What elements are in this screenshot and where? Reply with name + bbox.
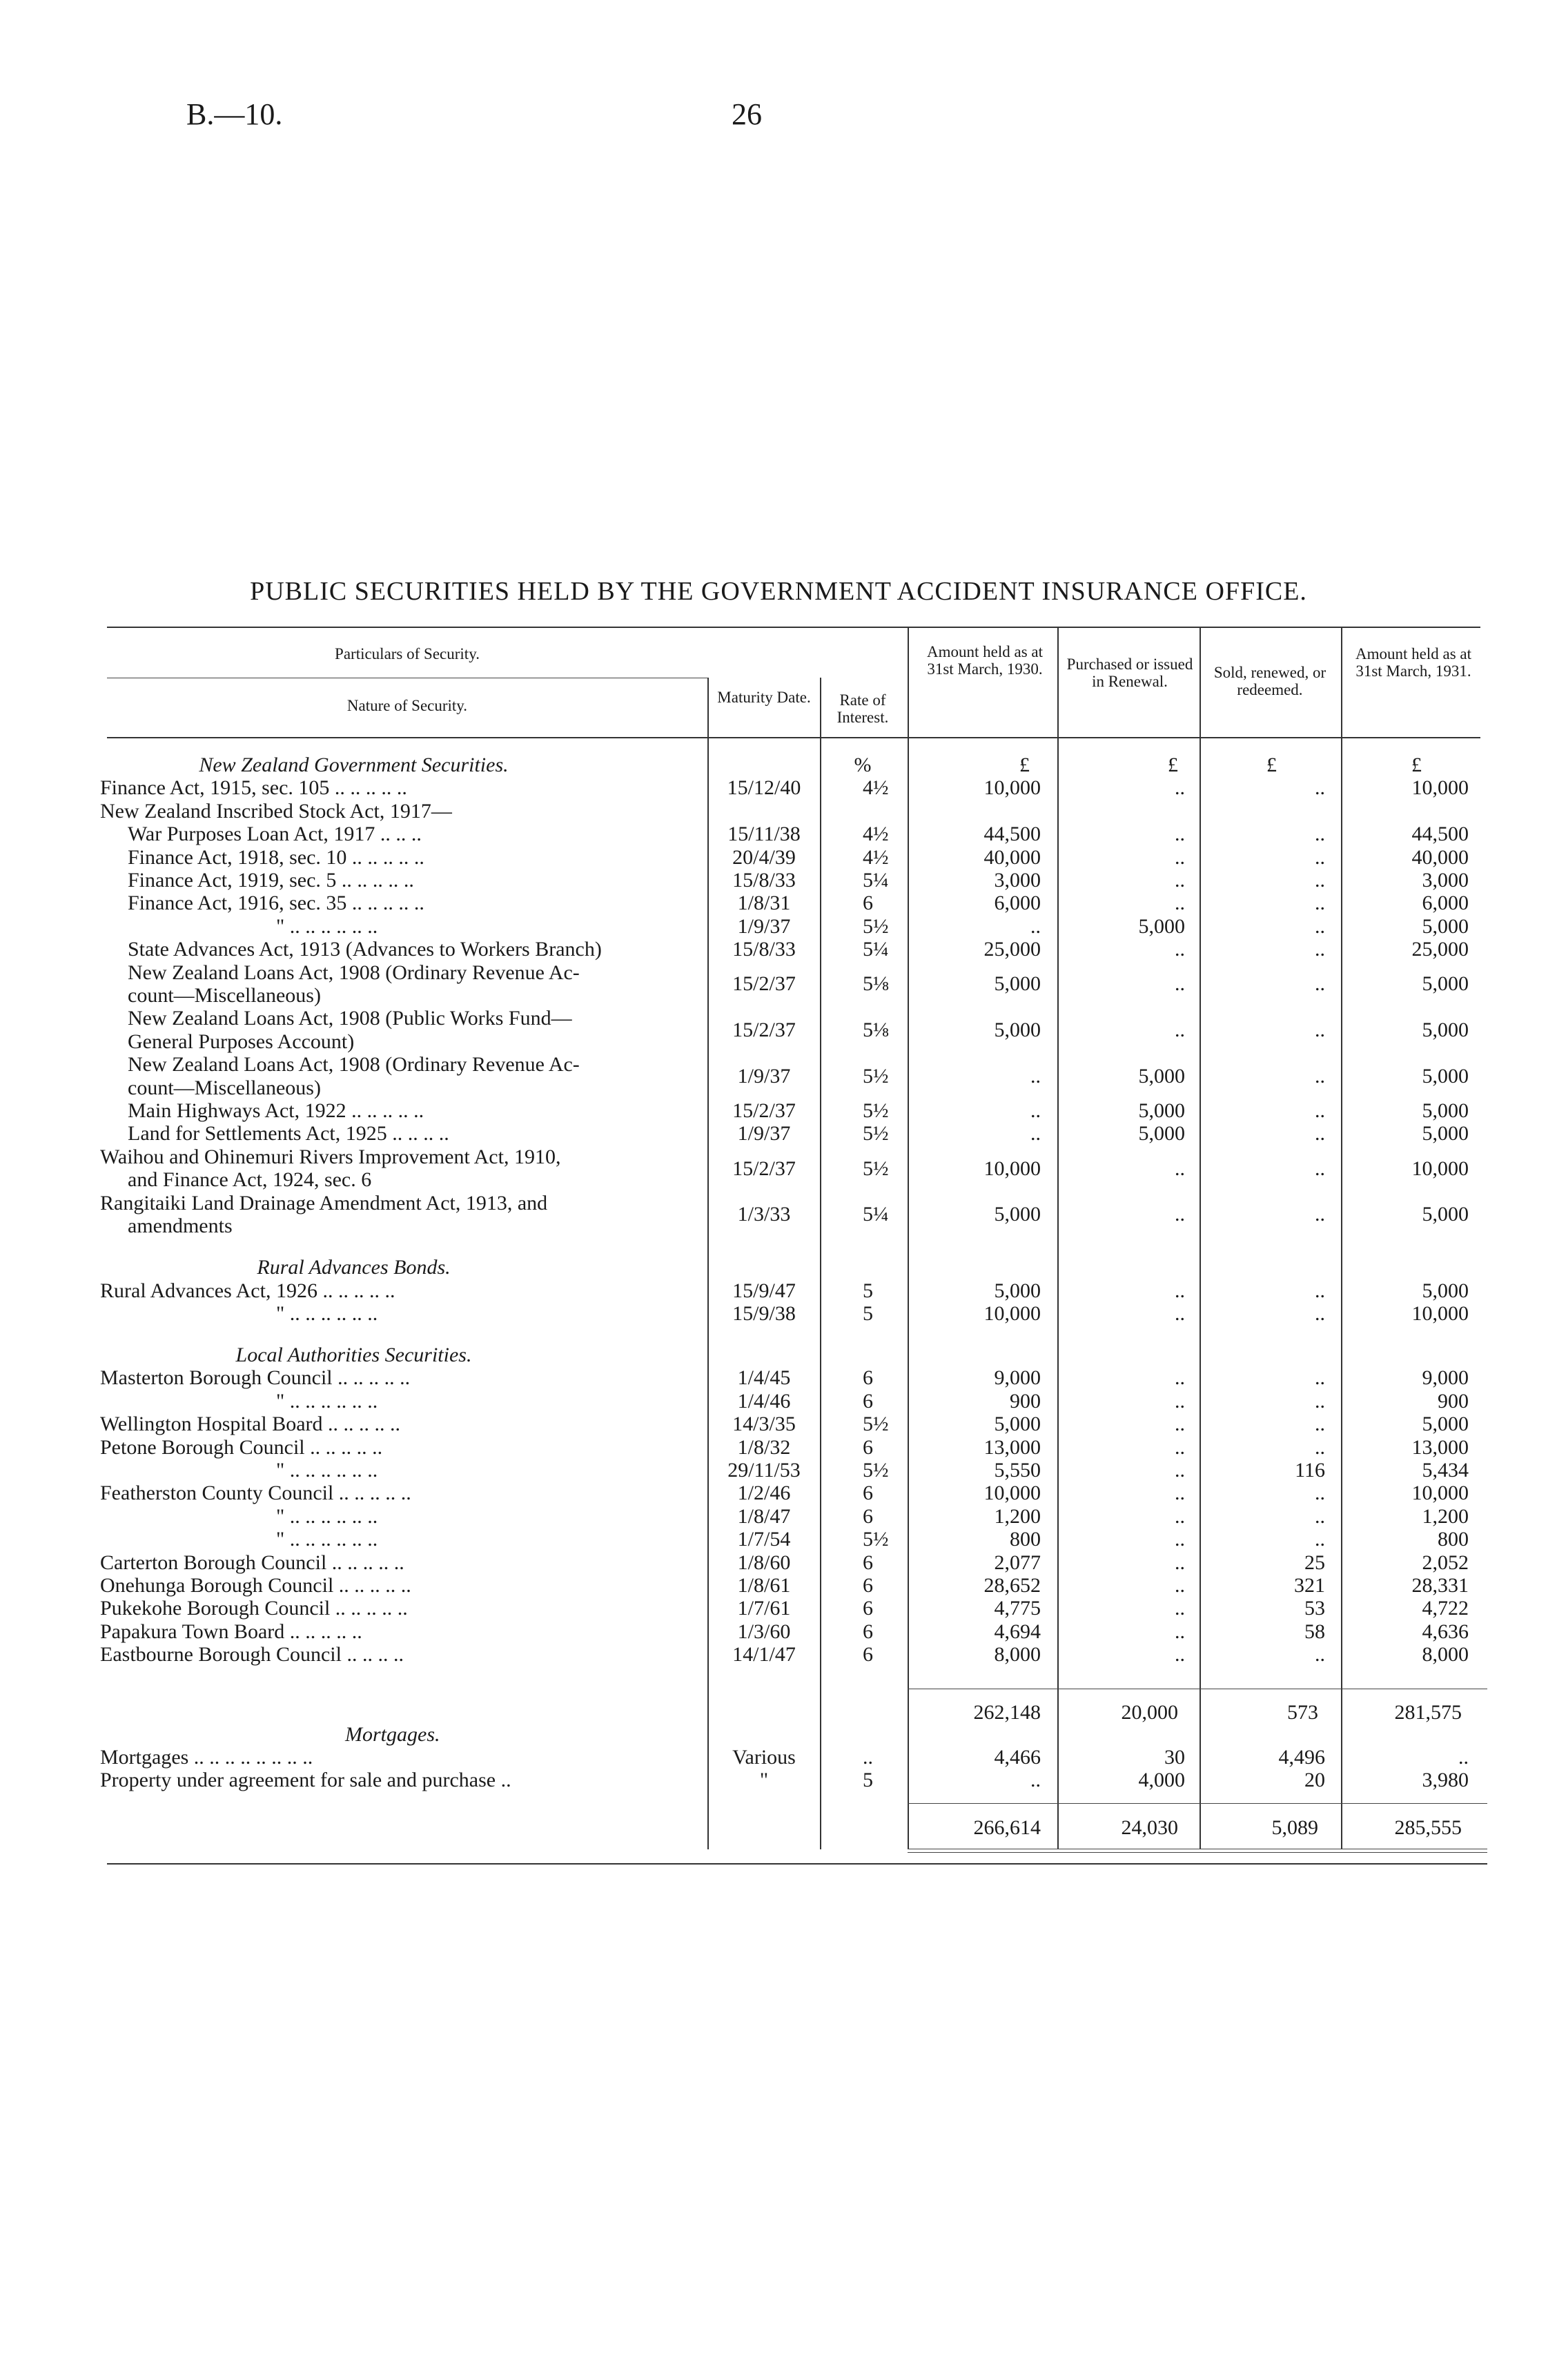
cell-rate: 6 xyxy=(863,1504,873,1528)
cell-sold: .. xyxy=(1315,776,1325,800)
unit-held-1931: £ xyxy=(1411,754,1422,776)
section-heading: Rural Advances Bonds. xyxy=(257,1256,451,1279)
cell-rate: 5½ xyxy=(863,1157,889,1180)
cell-held-1930: 4,466 xyxy=(994,1746,1041,1769)
cell-held-1930: 10,000 xyxy=(983,776,1041,800)
cell-held-1931: 5,434 xyxy=(1422,1459,1469,1482)
cell-held-1930: 10,000 xyxy=(983,1482,1041,1505)
cell-maturity: 1/9/37 xyxy=(737,914,791,938)
cell-purchased: .. xyxy=(1175,1019,1185,1042)
vrule-maturity xyxy=(820,678,821,1849)
cell-purchased: .. xyxy=(1175,1551,1185,1574)
cell-rate: 6 xyxy=(863,1643,873,1666)
cell-rate: 5¼ xyxy=(863,938,889,961)
cell-held-1931: 5,000 xyxy=(1422,1279,1469,1302)
cell-rate: 5½ xyxy=(863,1528,889,1551)
row-label: Papakura Town Board .. .. .. .. .. xyxy=(100,1620,362,1643)
cell-held-1931: 5,000 xyxy=(1422,1064,1469,1088)
cell-held-1930: 8,000 xyxy=(994,1643,1041,1666)
cell-rate: 5 xyxy=(863,1279,873,1302)
cell-held-1931: 5,000 xyxy=(1422,1413,1469,1436)
cell-sold: .. xyxy=(1315,823,1325,846)
row-label: Finance Act, 1916, sec. 35 .. .. .. .. .. xyxy=(128,892,424,915)
cell-maturity: 15/12/40 xyxy=(727,776,801,800)
cell-purchased: .. xyxy=(1175,1203,1185,1226)
cell-rate: 5½ xyxy=(863,1099,889,1122)
cell-sold: .. xyxy=(1315,1064,1325,1088)
cell-held-1930: 5,000 xyxy=(994,1203,1041,1226)
cell-rate: 6 xyxy=(863,1551,873,1574)
row-label: Finance Act, 1919, sec. 5 .. .. .. .. .. xyxy=(128,869,414,892)
cell-sold: .. xyxy=(1315,892,1325,915)
row-label: Waihou and Ohinemuri Rivers Improvement Act, 1910, xyxy=(100,1145,561,1168)
cell-purchased: .. xyxy=(1175,845,1185,869)
cell-sold: 116 xyxy=(1295,1459,1325,1482)
cell-rate: 6 xyxy=(863,1620,873,1643)
cell-sold: 321 xyxy=(1294,1574,1325,1597)
section-heading: Local Authorities Securities. xyxy=(235,1344,472,1367)
cell-rate: 5⅛ xyxy=(863,1019,889,1042)
cell-held-1930: 800 xyxy=(1010,1528,1041,1551)
cell-held-1931: 44,500 xyxy=(1411,823,1469,846)
cell-rate: 5 xyxy=(863,1301,873,1325)
cell-held-1930: 4,775 xyxy=(994,1597,1041,1620)
cell-purchased: .. xyxy=(1175,972,1185,996)
row-label: Pukekohe Borough Council .. .. .. .. .. xyxy=(100,1597,408,1620)
cell-held-1931: 25,000 xyxy=(1411,938,1469,961)
cell-purchased: .. xyxy=(1175,1413,1185,1436)
cell-held-1931: 9,000 xyxy=(1422,1366,1469,1390)
cell-held-1930: .. xyxy=(1030,914,1041,938)
cell-held-1931: 1,200 xyxy=(1422,1504,1469,1528)
cell-sold: .. xyxy=(1315,1099,1325,1122)
cell-purchased: .. xyxy=(1175,1528,1185,1551)
cell-maturity: 15/8/33 xyxy=(732,869,796,892)
cell-held-1930: 44,500 xyxy=(983,823,1041,846)
cell-maturity: 1/3/60 xyxy=(737,1620,791,1643)
cell-purchased: .. xyxy=(1175,892,1185,915)
cell-sold: .. xyxy=(1315,1528,1325,1551)
cell-rate: .. xyxy=(863,1746,873,1769)
cell-purchased: .. xyxy=(1175,869,1185,892)
cell-held-1931: 900 xyxy=(1438,1389,1469,1413)
cell-purchased: .. xyxy=(1175,1435,1185,1459)
cell-maturity: 1/9/37 xyxy=(737,1122,791,1145)
mortgage-row-label: Mortgages .. .. .. .. .. .. .. .. xyxy=(100,1746,313,1769)
cell-held-1930: .. xyxy=(1030,1064,1041,1088)
cell-held-1931: 40,000 xyxy=(1411,845,1469,869)
cell-held-1930: 3,000 xyxy=(994,869,1041,892)
cell-held-1931: 13,000 xyxy=(1411,1435,1469,1459)
total-held-1930: 266,614 xyxy=(973,1816,1041,1839)
page-title: PUBLIC SECURITIES HELD BY THE GOVERNMENT ACCIDENT INSURANCE OFFICE. xyxy=(250,577,1307,606)
cell-purchased: 5,000 xyxy=(1138,1099,1185,1122)
cell-sold: .. xyxy=(1315,1157,1325,1180)
cell-held-1930: 28,652 xyxy=(983,1574,1041,1597)
cell-held-1931: 10,000 xyxy=(1411,1482,1469,1505)
cell-rate: 5½ xyxy=(863,1413,889,1436)
cell-purchased: 5,000 xyxy=(1138,914,1185,938)
cell-maturity: 1/7/54 xyxy=(737,1528,791,1551)
cell-maturity: " xyxy=(759,1769,769,1792)
cell-held-1930: 40,000 xyxy=(983,845,1041,869)
cell-held-1930: .. xyxy=(1030,1122,1041,1145)
vrule-sold xyxy=(1341,627,1342,1849)
row-label: Eastbourne Borough Council .. .. .. .. xyxy=(100,1643,404,1666)
cell-held-1931: 3,980 xyxy=(1422,1769,1469,1792)
cell-purchased: .. xyxy=(1175,1157,1185,1180)
row-label: Wellington Hospital Board .. .. .. .. .. xyxy=(100,1413,401,1436)
cell-held-1931: 10,000 xyxy=(1411,776,1469,800)
cell-sold: 4,496 xyxy=(1278,1746,1325,1769)
cell-rate: 6 xyxy=(863,1597,873,1620)
cell-maturity: 1/8/31 xyxy=(737,892,791,915)
cell-maturity: 1/8/60 xyxy=(737,1551,791,1574)
cell-maturity: 15/9/47 xyxy=(732,1279,796,1302)
cell-rate: 5¼ xyxy=(863,1203,889,1226)
cell-sold: .. xyxy=(1315,1389,1325,1413)
cell-maturity: 14/3/35 xyxy=(732,1413,796,1436)
row-label: Finance Act, 1918, sec. 10 .. .. .. .. .. xyxy=(128,845,424,869)
cell-held-1930: 5,000 xyxy=(994,1279,1041,1302)
table-bottom-rule xyxy=(107,1863,1487,1865)
section-heading-mortgages: Mortgages. xyxy=(345,1723,440,1746)
cell-rate: 5¼ xyxy=(863,869,889,892)
row-label: State Advances Act, 1913 (Advances to Workers Branch) xyxy=(128,938,602,961)
page-number: 26 xyxy=(732,97,762,131)
row-label: New Zealand Inscribed Stock Act, 1917— xyxy=(100,799,452,823)
cell-rate: 6 xyxy=(863,1389,873,1413)
row-label: " .. .. .. .. .. .. xyxy=(276,914,378,938)
cell-maturity: 1/8/32 xyxy=(737,1435,791,1459)
cell-held-1930: 10,000 xyxy=(983,1157,1041,1180)
subtotal-purchased: 20,000 xyxy=(1121,1701,1178,1724)
cell-purchased: 5,000 xyxy=(1138,1122,1185,1145)
cell-purchased: .. xyxy=(1175,823,1185,846)
cell-purchased: .. xyxy=(1175,1301,1185,1325)
cell-held-1931: 5,000 xyxy=(1422,972,1469,996)
cell-purchased: .. xyxy=(1175,1643,1185,1666)
row-label: Land for Settlements Act, 1925 .. .. .. .. xyxy=(128,1122,449,1145)
section-heading: New Zealand Government Securities. xyxy=(199,754,509,776)
cell-sold: .. xyxy=(1315,1203,1325,1226)
cell-rate: 6 xyxy=(863,892,873,915)
cell-sold: .. xyxy=(1315,1413,1325,1436)
cell-rate: 6 xyxy=(863,1435,873,1459)
cell-held-1930: 2,077 xyxy=(994,1551,1041,1574)
cell-sold: .. xyxy=(1315,1122,1325,1145)
cell-purchased: .. xyxy=(1175,938,1185,961)
total-purchased: 24,030 xyxy=(1121,1816,1178,1839)
cell-held-1931: 6,000 xyxy=(1422,892,1469,915)
cell-purchased: .. xyxy=(1175,1459,1185,1482)
cell-held-1930: .. xyxy=(1030,1099,1041,1122)
total-held-1931: 285,555 xyxy=(1394,1816,1462,1839)
cell-rate: 5 xyxy=(863,1769,873,1792)
row-label: Rural Advances Act, 1926 .. .. .. .. .. xyxy=(100,1279,395,1302)
cell-held-1930: 5,000 xyxy=(994,972,1041,996)
row-label: Carterton Borough Council .. .. .. .. .. xyxy=(100,1551,404,1574)
cell-held-1930: 5,000 xyxy=(994,1019,1041,1042)
cell-held-1930: 4,694 xyxy=(994,1620,1041,1643)
cell-sold: .. xyxy=(1315,1019,1325,1042)
cell-held-1930: 900 xyxy=(1010,1389,1041,1413)
row-label: War Purposes Loan Act, 1917 .. .. .. xyxy=(128,823,422,846)
cell-rate: 5½ xyxy=(863,1459,889,1482)
cell-maturity: 15/8/33 xyxy=(732,938,796,961)
cell-held-1930: 5,550 xyxy=(994,1459,1041,1482)
row-label: amendments xyxy=(128,1214,233,1237)
cell-maturity: 15/11/38 xyxy=(727,823,801,846)
cell-held-1931: 5,000 xyxy=(1422,1203,1469,1226)
row-label: " .. .. .. .. .. .. xyxy=(276,1301,378,1325)
row-label: Main Highways Act, 1922 .. .. .. .. .. xyxy=(128,1099,424,1122)
row-label: " .. .. .. .. .. .. xyxy=(276,1459,378,1482)
row-label: " .. .. .. .. .. .. xyxy=(276,1528,378,1551)
cell-maturity: 15/9/38 xyxy=(732,1301,796,1325)
row-label: count—Miscellaneous) xyxy=(128,984,321,1007)
cell-maturity: 20/4/39 xyxy=(732,845,796,869)
header-bottom-rule xyxy=(107,737,1480,738)
cell-sold: .. xyxy=(1315,1643,1325,1666)
cell-sold: 25 xyxy=(1304,1551,1325,1574)
row-label: Petone Borough Council .. .. .. .. .. xyxy=(100,1435,383,1459)
row-label: " .. .. .. .. .. .. xyxy=(276,1389,378,1413)
cell-maturity: 14/1/47 xyxy=(732,1643,796,1666)
cell-rate: 5⅛ xyxy=(863,972,889,996)
cell-rate: 6 xyxy=(863,1574,873,1597)
cell-purchased: .. xyxy=(1175,1504,1185,1528)
vrule-held-1930 xyxy=(1057,627,1059,1849)
cell-rate: 5½ xyxy=(863,1122,889,1145)
cell-maturity: 15/2/37 xyxy=(732,972,796,996)
cell-held-1931: 4,636 xyxy=(1422,1620,1469,1643)
cell-purchased: .. xyxy=(1175,1482,1185,1505)
cell-held-1930: 10,000 xyxy=(983,1301,1041,1325)
cell-purchased: .. xyxy=(1175,1366,1185,1390)
row-label: New Zealand Loans Act, 1908 (Ordinary Revenue Ac- xyxy=(128,1053,580,1076)
cell-maturity: 15/2/37 xyxy=(732,1019,796,1042)
unit-purchased: £ xyxy=(1168,754,1178,776)
cell-purchased: 30 xyxy=(1164,1746,1185,1769)
header-rate: Rate of Interest. xyxy=(836,691,889,726)
row-label: count—Miscellaneous) xyxy=(128,1076,321,1099)
cell-held-1931: 800 xyxy=(1438,1528,1469,1551)
cell-purchased: .. xyxy=(1175,1620,1185,1643)
cell-rate: 4½ xyxy=(863,845,889,869)
total-rule-double-2 xyxy=(908,1852,1487,1853)
cell-sold: .. xyxy=(1315,1504,1325,1528)
cell-sold: .. xyxy=(1315,845,1325,869)
cell-sold: .. xyxy=(1315,1301,1325,1325)
cell-held-1931: 10,000 xyxy=(1411,1157,1469,1180)
header-held-1931: Amount held as at 31st March, 1931. xyxy=(1355,645,1471,680)
document-reference: B.—10. xyxy=(186,97,283,131)
cell-held-1931: 4,722 xyxy=(1422,1597,1469,1620)
cell-purchased: .. xyxy=(1175,1597,1185,1620)
cell-held-1931: 3,000 xyxy=(1422,869,1469,892)
cell-sold: .. xyxy=(1315,1279,1325,1302)
subtotal-held-1931: 281,575 xyxy=(1394,1701,1462,1724)
cell-held-1930: 9,000 xyxy=(994,1366,1041,1390)
cell-rate: 5½ xyxy=(863,914,889,938)
cell-rate: 6 xyxy=(863,1482,873,1505)
cell-rate: 4½ xyxy=(863,823,889,846)
vrule-rate xyxy=(908,627,909,1849)
unit-sold: £ xyxy=(1266,754,1277,776)
cell-held-1931: 5,000 xyxy=(1422,1099,1469,1122)
row-label: Onehunga Borough Council .. .. .. .. .. xyxy=(100,1574,411,1597)
cell-sold: .. xyxy=(1315,972,1325,996)
cell-sold: 53 xyxy=(1304,1597,1325,1620)
cell-held-1931: 5,000 xyxy=(1422,914,1469,938)
cell-held-1931: .. xyxy=(1458,1746,1469,1769)
cell-maturity: Various xyxy=(732,1746,796,1769)
cell-maturity: 29/11/53 xyxy=(727,1459,801,1482)
cell-held-1930: 5,000 xyxy=(994,1413,1041,1436)
cell-held-1931: 2,052 xyxy=(1422,1551,1469,1574)
cell-maturity: 15/2/37 xyxy=(732,1099,796,1122)
cell-held-1931: 28,331 xyxy=(1411,1574,1469,1597)
cell-held-1930: .. xyxy=(1030,1769,1041,1792)
row-label: Finance Act, 1915, sec. 105 .. .. .. .. .. xyxy=(100,776,407,800)
row-label: Featherston County Council .. .. .. .. .. xyxy=(100,1482,411,1505)
cell-purchased: 5,000 xyxy=(1138,1064,1185,1088)
subtotal-sold: 573 xyxy=(1287,1701,1318,1724)
cell-maturity: 1/3/33 xyxy=(737,1203,791,1226)
row-label: Masterton Borough Council .. .. .. .. .. xyxy=(100,1366,411,1390)
cell-rate: 4½ xyxy=(863,776,889,800)
cell-sold: .. xyxy=(1315,1482,1325,1505)
cell-held-1930: 25,000 xyxy=(983,938,1041,961)
cell-held-1931: 5,000 xyxy=(1422,1122,1469,1145)
total-rule-top xyxy=(908,1803,1487,1804)
cell-sold: .. xyxy=(1315,1435,1325,1459)
cell-held-1931: 8,000 xyxy=(1422,1643,1469,1666)
cell-maturity: 15/2/37 xyxy=(732,1157,796,1180)
cell-rate: 6 xyxy=(863,1366,873,1390)
cell-purchased: .. xyxy=(1175,1574,1185,1597)
cell-sold: 20 xyxy=(1304,1769,1325,1792)
row-label: and Finance Act, 1924, sec. 6 xyxy=(128,1168,372,1192)
cell-sold: .. xyxy=(1315,1366,1325,1390)
cell-held-1931: 5,000 xyxy=(1422,1019,1469,1042)
cell-sold: .. xyxy=(1315,869,1325,892)
cell-maturity: 1/2/46 xyxy=(737,1482,791,1505)
cell-sold: .. xyxy=(1315,938,1325,961)
header-held-1930: Amount held as at 31st March, 1930. xyxy=(927,643,1043,678)
unit-rate: % xyxy=(854,754,872,776)
cell-held-1930: 13,000 xyxy=(983,1435,1041,1459)
cell-maturity: 1/4/45 xyxy=(737,1366,791,1390)
total-sold: 5,089 xyxy=(1271,1816,1318,1839)
cell-held-1930: 1,200 xyxy=(994,1504,1041,1528)
subtotal-held-1930: 262,148 xyxy=(973,1701,1041,1724)
header-maturity: Maturity Date. xyxy=(717,689,811,706)
cell-rate: 5½ xyxy=(863,1064,889,1088)
cell-maturity: 1/9/37 xyxy=(737,1064,791,1088)
cell-sold: .. xyxy=(1315,914,1325,938)
row-label: New Zealand Loans Act, 1908 (Ordinary Revenue Ac- xyxy=(128,961,580,984)
cell-maturity: 1/4/46 xyxy=(737,1389,791,1413)
cell-sold: 58 xyxy=(1304,1620,1325,1643)
cell-maturity: 1/7/61 xyxy=(737,1597,791,1620)
mortgage-row-label: Property under agreement for sale and purchase .. xyxy=(100,1769,511,1792)
row-label: General Purposes Account) xyxy=(128,1030,355,1053)
cell-maturity: 1/8/47 xyxy=(737,1504,791,1528)
header-nature: Nature of Security. xyxy=(346,697,468,714)
cell-purchased: .. xyxy=(1175,776,1185,800)
cell-held-1931: 10,000 xyxy=(1411,1301,1469,1325)
cell-held-1930: 6,000 xyxy=(994,892,1041,915)
cell-purchased: .. xyxy=(1175,1279,1185,1302)
cell-purchased: 4,000 xyxy=(1138,1769,1185,1792)
header-sold: Sold, renewed, or redeemed. xyxy=(1213,664,1326,698)
header-purchased: Purchased or issued in Renewal. xyxy=(1066,656,1193,690)
cell-maturity: 1/8/61 xyxy=(737,1574,791,1597)
cell-purchased: .. xyxy=(1175,1389,1185,1413)
row-label: " .. .. .. .. .. .. xyxy=(276,1504,378,1528)
unit-held-1930: £ xyxy=(1019,754,1030,776)
header-particulars: Particulars of Security. xyxy=(335,645,480,662)
row-label: New Zealand Loans Act, 1908 (Public Works Fund— xyxy=(128,1007,572,1030)
row-label: Rangitaiki Land Drainage Amendment Act, 1913, and xyxy=(100,1191,548,1214)
table-top-rule xyxy=(107,627,1480,628)
